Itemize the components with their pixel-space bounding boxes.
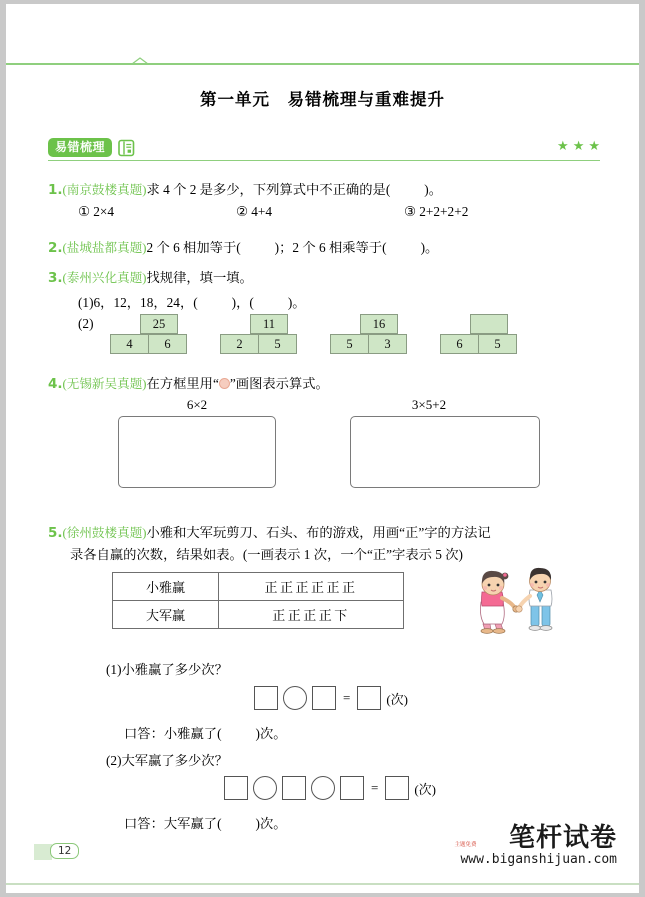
answer-square[interactable]	[340, 776, 364, 800]
pyramid-3-right[interactable]: 3	[368, 334, 407, 354]
answer-square[interactable]	[224, 776, 248, 800]
question-2-number: 2.	[48, 240, 63, 256]
top-rule-line	[6, 63, 639, 65]
pink-circle-icon	[219, 378, 230, 389]
page-title: 第一单元 易错梳理与重难提升	[200, 90, 445, 109]
question-3-text: 找规律，填一填。	[146, 270, 253, 285]
star-icon: ★	[588, 138, 600, 153]
question-3-sub-2-label: (2)	[78, 316, 94, 331]
question-5-line-2: 录各自赢的次数，结果如表。(一画表示 1 次，一个“正”字表示 5 次)	[70, 547, 463, 562]
question-5-sub-2	[106, 750, 228, 769]
question-3-sub-1	[78, 292, 306, 311]
sub-2-prompt: 大军赢了多少次？	[121, 753, 228, 768]
question-1-option-1[interactable]	[78, 204, 114, 220]
table-row	[113, 573, 404, 601]
question-5-number: 5.	[48, 525, 63, 541]
answer-2-prefix: 口答：大军赢了(	[124, 816, 222, 831]
draw-box-2-label: 3×5+2	[411, 397, 447, 412]
page-number: 12	[50, 843, 79, 859]
question-1-option-2[interactable]	[236, 204, 272, 220]
question-4-text-after: ”画图表示算式。	[229, 376, 329, 391]
question-5-answer-2	[124, 813, 287, 832]
question-5-answer-1	[124, 723, 287, 742]
option-3-marker: ③	[404, 204, 416, 219]
pyramid-4-top[interactable]	[470, 314, 508, 334]
draw-box-1[interactable]	[118, 416, 276, 488]
question-2-part-b: )；2 个 6 相乘等于(	[274, 240, 387, 255]
answer-1-suffix: )次。	[255, 726, 287, 741]
sub-1-mid: )，(	[231, 295, 254, 310]
section-badge: 易错梳理	[48, 138, 112, 157]
equals-sign: =	[343, 690, 351, 705]
question-5	[48, 523, 491, 543]
pyramid-4-right[interactable]: 5	[478, 334, 517, 354]
star-icon: ★	[572, 138, 585, 153]
question-4	[48, 374, 329, 394]
question-1-option-3[interactable]	[404, 204, 468, 220]
pyramid-4-left[interactable]: 6	[440, 334, 479, 354]
sub-1-prompt: 小雅赢了多少次？	[121, 662, 228, 677]
draw-box-2[interactable]	[350, 416, 540, 488]
unit-label: (次)	[414, 781, 437, 797]
equation-row-2	[224, 776, 436, 800]
question-1-number: 1.	[48, 182, 63, 198]
answer-square[interactable]	[282, 776, 306, 800]
answer-1-prefix: 口答：小雅赢了(	[124, 726, 222, 741]
question-3	[48, 268, 253, 288]
option-2-expr: 4+4	[251, 204, 273, 219]
option-3-expr: 2+2+2+2	[419, 204, 469, 219]
question-4-number: 4.	[48, 376, 63, 392]
top-rule-notch-icon	[132, 57, 148, 65]
option-1-marker: ①	[78, 204, 90, 219]
sub-1-tail: )。	[287, 295, 306, 310]
star-icon: ★	[557, 138, 569, 153]
pyramid-1-top[interactable]: 25	[140, 314, 178, 334]
tally-row-2-value: 正正正正下	[219, 601, 404, 629]
difficulty-stars	[553, 139, 600, 153]
sub-1-sequence: 6，12，18，24，(	[93, 295, 198, 310]
answer-result-square[interactable]	[357, 686, 381, 710]
watermark	[454, 823, 617, 867]
question-1	[48, 180, 442, 200]
sub-1-label: (1)	[78, 295, 94, 310]
answer-circle[interactable]	[311, 776, 335, 800]
unit-label: (次)	[386, 691, 409, 707]
question-1-text: 求 4 个 2 是多少，下列算式中不正确的是(	[146, 182, 391, 197]
draw-box-1-label: 6×2	[186, 397, 208, 412]
watermark-url: www.biganshijuan.com	[460, 852, 617, 867]
section-underline	[48, 160, 600, 161]
book-icon	[118, 139, 135, 162]
equation-row-1	[254, 686, 408, 710]
section-header	[48, 138, 600, 164]
answer-result-square[interactable]	[385, 776, 409, 800]
question-1-text-tail: )。	[424, 182, 442, 197]
question-3-number: 3.	[48, 270, 63, 286]
question-1-source: (南京鼓楼真题)	[62, 183, 147, 197]
answer-square[interactable]	[312, 686, 336, 710]
answer-circle[interactable]	[283, 686, 307, 710]
question-5-line-1: 小雅和大军玩剪刀、石头、布的游戏，用画“正”字的方法记	[146, 525, 491, 540]
pyramid-3-left[interactable]: 5	[330, 334, 369, 354]
pyramid-1-left[interactable]: 4	[110, 334, 149, 354]
tally-table	[112, 572, 404, 629]
sub-2-label: (2)	[106, 753, 122, 768]
option-2-marker: ②	[236, 204, 248, 219]
top-decorative-rule	[6, 58, 639, 68]
watermark-tag: 主题免费	[454, 842, 477, 848]
two-children-icon	[469, 562, 564, 634]
sub-1-label: (1)	[106, 662, 122, 677]
question-4-source: (无锡新吴真题)	[62, 377, 147, 391]
question-5-sub-1	[106, 659, 228, 678]
pyramid-1-right[interactable]: 6	[148, 334, 187, 354]
question-2-source: (盐城盐都真题)	[62, 241, 147, 255]
tally-row-2-label: 大军赢	[113, 601, 219, 629]
page-number-area	[34, 843, 94, 861]
answer-circle[interactable]	[253, 776, 277, 800]
question-5-source: (徐州鼓楼真题)	[62, 526, 147, 540]
pyramid-2-right[interactable]: 5	[258, 334, 297, 354]
answer-square[interactable]	[254, 686, 278, 710]
equals-sign: =	[371, 780, 379, 795]
pyramid-2-left[interactable]: 2	[220, 334, 259, 354]
tally-row-1-label: 小雅赢	[113, 573, 219, 601]
worksheet-page	[6, 4, 639, 893]
watermark-brand: 笔杆试卷	[508, 823, 617, 853]
answer-2-suffix: )次。	[255, 816, 287, 831]
bottom-rule	[6, 883, 639, 885]
pyramid-3-top[interactable]: 16	[360, 314, 398, 334]
question-2	[48, 238, 438, 258]
question-2-part-a: 2 个 6 相加等于(	[146, 240, 241, 255]
table-row	[113, 601, 404, 629]
tally-row-1-value: 正正正正正正	[219, 573, 404, 601]
option-1-expr: 2×4	[93, 204, 115, 219]
question-2-part-c: )。	[420, 240, 439, 255]
question-3-source: (泰州兴化真题)	[62, 271, 147, 285]
pyramid-2-top[interactable]: 11	[250, 314, 288, 334]
question-4-text-before: 在方框里用“	[146, 376, 219, 391]
